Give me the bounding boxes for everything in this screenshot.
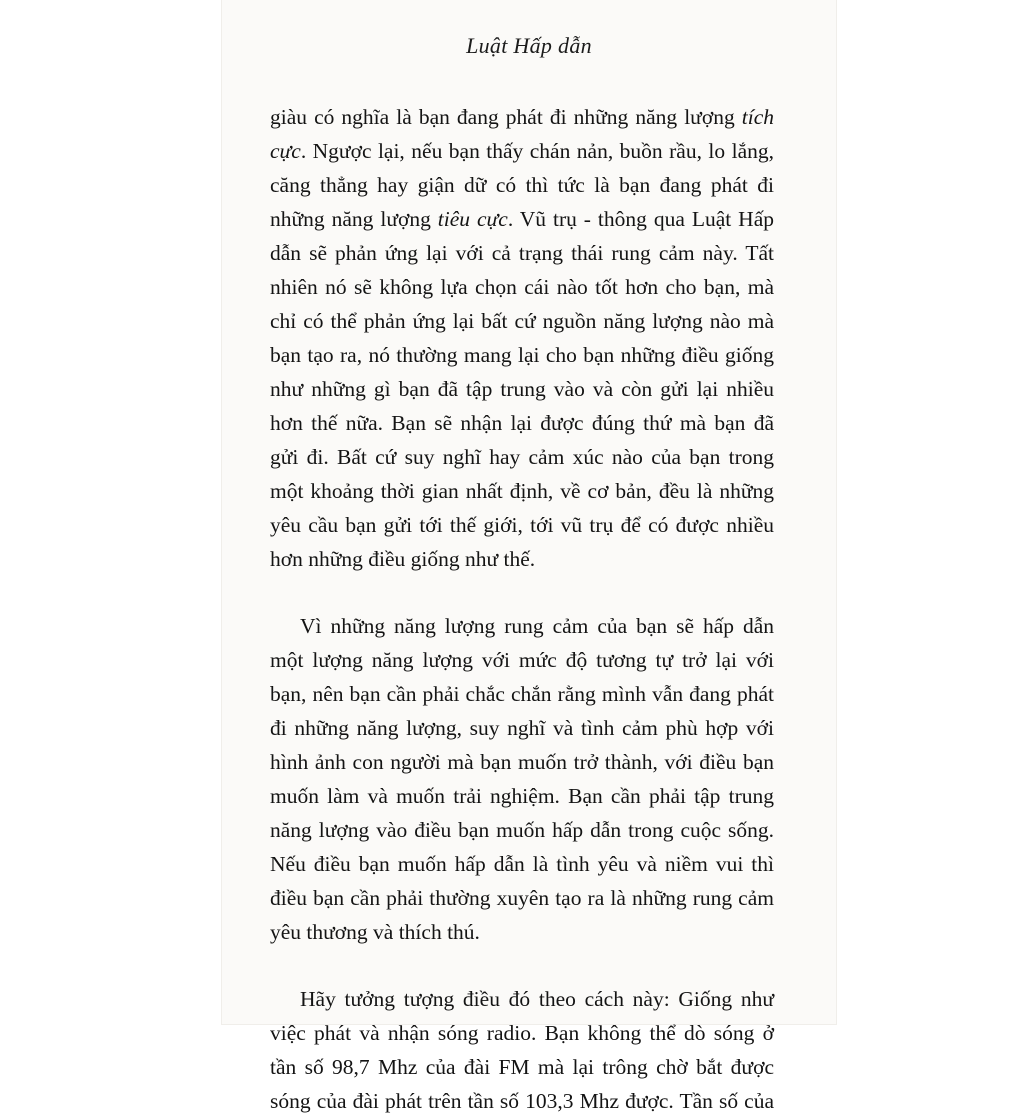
text-line: năng lượng vào điều bạn muốn hấp dẫn trong cuộc sống. [270,818,774,842]
text-line: hơn những điều giống như thế. [270,547,536,571]
paragraph-3 [270,982,774,1118]
text-line: điều bạn cần phải thường xuyên tạo ra là những rung cảm [270,886,774,910]
text-line: bạn tạo ra, nó thường mang lại cho bạn những điều giống [270,343,774,367]
text-line: một khoảng thời gian nhất định, về cơ bản, đều là những [270,479,774,503]
text-line: dẫn sẽ phản ứng lại với cả trạng thái rung cảm này. Tất [270,241,774,265]
text-line: Vì những năng lượng rung cảm của bạn sẽ hấp dẫn [300,614,774,638]
text-line: đi những năng lượng, suy nghĩ và tình cảm phù hợp với [270,716,774,740]
paragraph-1 [270,100,774,576]
text-line: hơn thế nữa. Bạn sẽ nhận lại được đúng thứ mà bạn đã [270,411,774,435]
text-line: căng thẳng hay giận dữ có thì tức là bạn đang phát đi [270,173,774,197]
paragraph-gap [270,949,774,982]
text-line: cực. Ngược lại, nếu bạn thấy chán nản, buồn rầu, lo lắng, [270,139,774,163]
text-line: nhiên nó sẽ không lựa chọn cái nào tốt hơn cho bạn, mà [270,275,774,299]
text-line: một lượng năng lượng với mức độ tương tự trở lại với [270,648,774,672]
body-text [270,100,774,1118]
book-page [222,0,836,1113]
page-header-title: Luật Hấp dẫn [466,33,592,58]
text-line: Nếu điều bạn muốn hấp dẫn là tình yêu và niềm vui thì [270,852,774,876]
text-line: gửi đi. Bất cứ suy nghĩ hay cảm xúc nào của bạn trong [270,445,774,469]
text-line: muốn làm và muốn trải nghiệm. Bạn cần phải tập trung [270,784,774,808]
text-line: hình ảnh con người mà bạn muốn trở thành, với điều bạn [270,750,774,774]
text-line: sóng của đài phát trên tần số 103,3 Mhz được. Tần số của [270,1089,774,1113]
text-line: những năng lượng tiêu cực. Vũ trụ - thông qua Luật Hấp [270,207,774,231]
text-line: như những gì bạn đã tập trung vào và còn gửi lại nhiều [270,377,774,401]
paragraph-2 [270,609,774,949]
text-line: chỉ có thể phản ứng lại bất cứ nguồn năng lượng nào mà [270,309,774,333]
text-line: việc phát và nhận sóng radio. Bạn không thể dò sóng ở [270,1021,774,1045]
text-line: Hãy tưởng tượng điều đó theo cách này: Giống như [300,987,774,1011]
text-line: yêu thương và thích thú. [270,920,480,944]
text-line: giàu có nghĩa là bạn đang phát đi những năng lượng tích [270,105,774,129]
paragraph-gap [270,576,774,609]
text-line: tần số 98,7 Mhz của đài FM mà lại trông chờ bắt được [270,1055,774,1079]
text-line: yêu cầu bạn gửi tới thế giới, tới vũ trụ để có được nhiều [270,513,774,537]
text-line: bạn, nên bạn cần phải chắc chắn rằng mình vẫn đang phát [270,682,774,706]
